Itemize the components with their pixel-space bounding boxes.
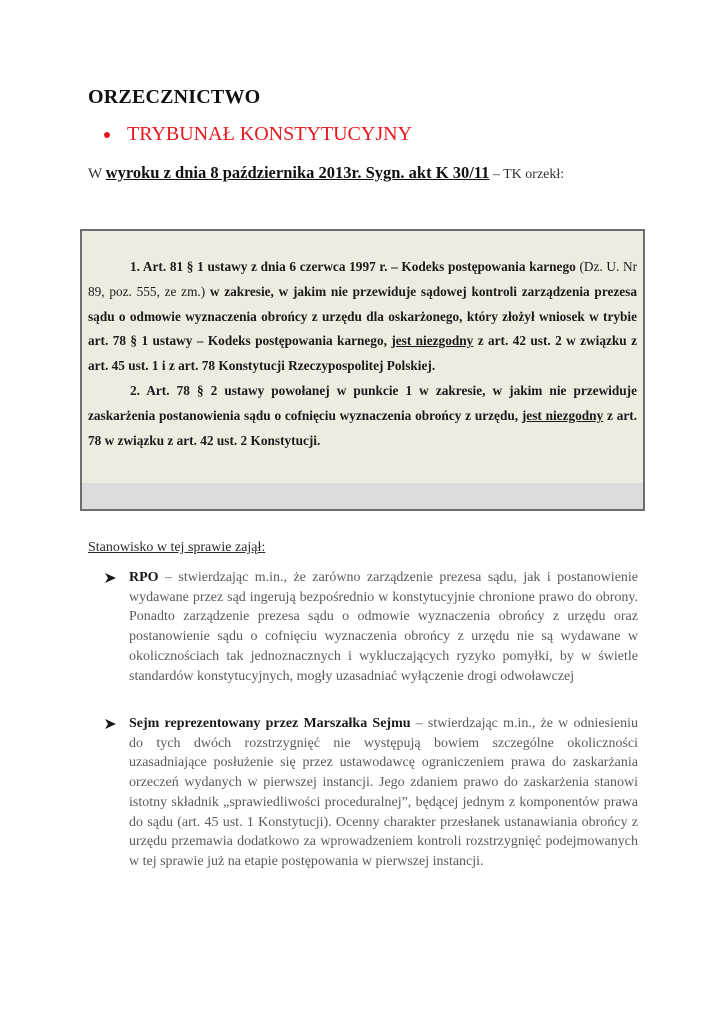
ruling-point-2 [88,379,637,453]
section-heading [104,123,412,146]
ruling-box [80,229,645,511]
ruling-1-c: z art. 42 ust. 2 w związku z art. 45 ust. 1 i z art. 78 Konstytucji Rzeczypospolitej Polskiej. [88,333,637,374]
verdict-reference: wyroku z dnia 8 października 2013r. Sygn. akt K 30/11 [105,163,490,182]
opinion-body [129,568,638,686]
ruling-1-citation: (Dz. U. Nr 89, poz. 555, ze zm.) [88,259,637,299]
opinion-item [104,714,638,872]
opinion-author: Sejm reprezentowany przez Marszałka Sejmu [129,716,411,731]
section-heading-label: TRYBUNAŁ KONSTYTUCYJNY [127,123,413,145]
verdict-intro-tail: – TK orzekł: [492,167,565,182]
ruling-2-b: z art. 78 w związku z art. 42 ust. 2 Konstytucji. [88,407,638,448]
ruling-1-verdict: jest niezgodny [391,333,474,349]
ruling-2-a: 2. Art. 78 § 2 ustawy powołanej w punkcie 1 w zakresie, w jakim nie przewiduje zaskarżenia postanowienia sądu o cofnięciu wyznaczenia obrońcy z urzędu, [88,382,637,423]
arrow-bullet-icon [104,571,118,585]
ruling-1-b: w zakresie, w jakim nie przewiduje sądowej kontroli zarządzenia prezesa sądu o odmowie wyznaczenia obrońcy z urzędu dla oskarżonego, który złożył wniosek w trybie art. 78 § 1 ustawy – Kodeks postępowania karnego, [88,283,638,349]
verdict-intro-lead: W [88,166,103,182]
page-title: ORZECZNICTWO [88,86,261,108]
box-bottom-band [82,483,643,509]
opinion-text: – stwierdzając m.in., że zarówno zarządzenie prezesa sądu, jak i postanowienie wydawane przez sąd ingerują bezpośrednio w konstytucyjnie chronione prawo do obrony. Ponadto zarządzenie prezesa sądu o odmowie wyznaczenia obrońcy z urzędu oraz postanowienie sądu o cofnięciu wyznaczenia obrońcy z urzędu nie są wydawane w okolicznościach tak jednoznacznych i wykluczających ryzyko pomyłki, by w świetle standardów konstytucyjnych, mogły uzasadniać wyłączenie drogi odwoławczej [129,570,639,684]
ruling-1-a: 1. Art. 81 § 1 ustawy z dnia 6 czerwca 1997 r. – Kodeks postępowania karnego [130,259,576,274]
ruling-2-verdict: jest niezgodny [521,407,604,423]
opinion-author: RPO [129,570,159,585]
ruling-text [88,255,637,453]
opinion-body [129,714,638,872]
ruling-point-1 [88,255,637,379]
bullet-dot-icon [104,132,110,138]
verdict-intro [88,163,564,183]
opinion-text: – stwierdzając m.in., że w odniesieniu do tych dwóch rozstrzygnięć nie występują bowiem szczególne okoliczności uzasadniające posłużenie się przez ustawodawcę ograniczeniem prawa do zaskarżania orzeczeń wydanych w pierwszej instancji. Jego zdaniem prawo do zaskarżenia stanowi istotny składnik „sprawiedliwości proceduralnej”, będącej jednym z komponentów prawa do sądu (art. 45 ust. 1 Konstytucji). Ocenny charakter przesłanek ustanawiania obrońcy z urzędu przemawia dodatkowo za wprowadzeniem kontroli rozstrzygnięć podejmowanych w tej sprawie już na etapie postępowania w pierwszej instancji. [129,716,639,869]
arrow-bullet-icon [104,717,118,731]
positions-heading: Stanowisko w tej sprawie zajął: [88,540,266,555]
opinion-item [104,568,638,686]
